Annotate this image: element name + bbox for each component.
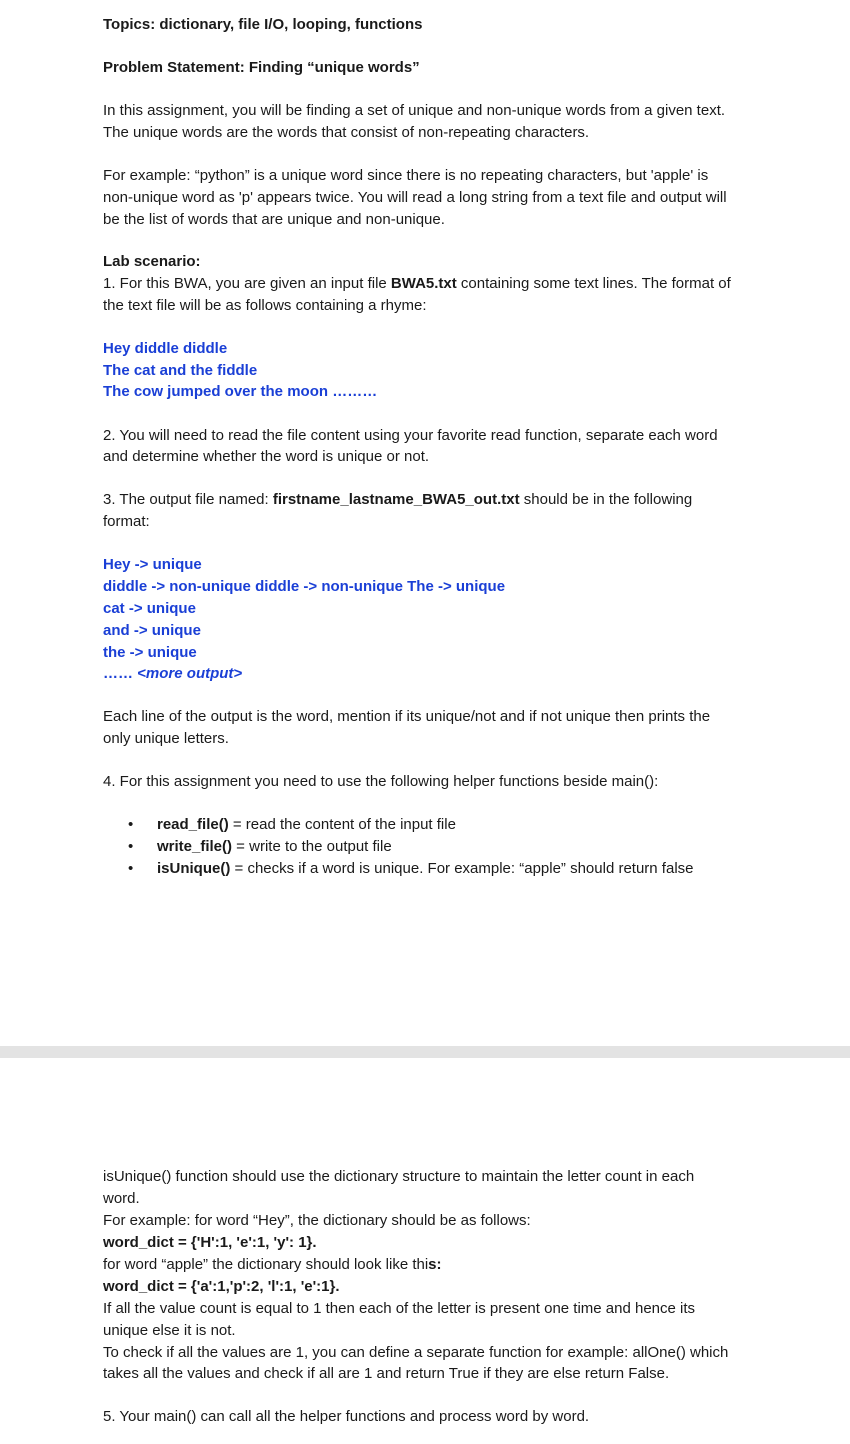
step-3-line	[103, 489, 692, 511]
page2-line-3: For example: for word “Hey”, the dictionary should be as follows:	[103, 1212, 531, 1229]
apple-dict-intro-end: s:	[428, 1256, 442, 1273]
step-2-line-1: 2. You will need to read the file content using your favorite read function, separate each word	[103, 427, 718, 444]
helper-item-read-file	[157, 814, 456, 836]
output-more-text: <more output>	[137, 665, 243, 682]
topics-line: Topics: dictionary, file I/O, looping, functions	[103, 16, 423, 33]
bullet-icon: •	[128, 816, 134, 833]
apple-dict-intro: for word “apple” the dictionary should look like thi	[103, 1256, 429, 1273]
bullet-icon: •	[128, 838, 134, 855]
helper-item-write-file	[157, 836, 392, 858]
helper-name: read_file()	[157, 816, 229, 833]
step-1-line-2: the text file will be as follows containing a rhyme:	[103, 297, 427, 314]
step-1-line	[103, 273, 731, 295]
output-line-3: cat -> unique	[103, 600, 196, 617]
example-line-2: non-unique word as 'p' appears twice. You will read a long string from a text file and output will	[103, 189, 727, 206]
page2-line-2: word.	[103, 1190, 140, 1207]
bullet-icon: •	[128, 860, 134, 877]
step-2-line-2: and determine whether the word is unique or not.	[103, 448, 430, 465]
helper-desc: = checks if a word is unique. For example: “apple” should return false	[230, 860, 694, 877]
step-3-line-2: format:	[103, 513, 150, 530]
step-5-line: 5. Your main() can call all the helper functions and process word by word.	[103, 1408, 590, 1425]
page2-line-9: To check if all the values are 1, you can define a separate function for example: allOne() which	[103, 1344, 729, 1361]
output-more-line	[103, 663, 242, 685]
example-line-3: be the list of words that are unique and non-unique.	[103, 211, 445, 228]
page2-line-10: takes all the values and check if all are 1 and return True if they are else return False.	[103, 1365, 670, 1382]
rhyme-line-1: Hey diddle diddle	[103, 340, 228, 357]
each-line-2: only unique letters.	[103, 730, 229, 747]
step-1-text-cont: containing some text lines. The format of	[456, 275, 731, 292]
step-3-text: 3. The output file named:	[103, 491, 273, 508]
helper-desc: = write to the output file	[232, 838, 392, 855]
helper-item-is-unique	[157, 858, 694, 880]
output-line-1: Hey -> unique	[103, 556, 202, 573]
document-page-2	[0, 1058, 850, 1444]
output-line-5: the -> unique	[103, 644, 197, 661]
page2-line-1: isUnique() function should use the dictionary structure to maintain the letter count in each	[103, 1168, 695, 1185]
step-3-text-cont: should be in the following	[519, 491, 693, 508]
intro-line-2: The unique words are the words that consist of non-repeating characters.	[103, 124, 590, 141]
step-1-text: 1. For this BWA, you are given an input file	[103, 275, 391, 292]
output-filename: firstname_lastname_BWA5_out.txt	[272, 491, 520, 508]
page2-line-8: unique else it is not.	[103, 1322, 236, 1339]
input-filename: BWA5.txt	[390, 275, 457, 292]
output-line-2: diddle -> non-unique diddle -> non-unique The -> unique	[103, 578, 506, 595]
page2-line-5	[103, 1254, 442, 1276]
output-more-dots: ……	[103, 665, 138, 682]
step-4-line: 4. For this assignment you need to use the following helper functions beside main():	[103, 773, 659, 790]
output-line-4: and -> unique	[103, 622, 201, 639]
helper-name: write_file()	[157, 838, 233, 855]
page-separator	[0, 1046, 850, 1058]
problem-statement: Problem Statement: Finding “unique words”	[103, 59, 420, 76]
apple-dict-example: word_dict = {'a':1,'p':2, 'l':1, 'e':1}.	[103, 1278, 340, 1295]
helper-desc: = read the content of the input file	[228, 816, 456, 833]
lab-scenario-heading: Lab scenario:	[103, 253, 201, 270]
page2-line-7: If all the value count is equal to 1 then each of the letter is present one time and hence its	[103, 1300, 696, 1317]
each-line-1: Each line of the output is the word, mention if its unique/not and if not unique then prints the	[103, 708, 711, 725]
helper-name: isUnique()	[157, 860, 231, 877]
rhyme-line-2: The cat and the fiddle	[103, 362, 258, 379]
rhyme-line-3: The cow jumped over the moon ………	[103, 383, 378, 400]
intro-line-1: In this assignment, you will be finding a set of unique and non-unique words from a given text.	[103, 102, 726, 119]
hey-dict-example: word_dict = {'H':1, 'e':1, 'y': 1}.	[103, 1234, 317, 1251]
example-line-1: For example: “python” is a unique word since there is no repeating characters, but 'apple' is	[103, 167, 709, 184]
